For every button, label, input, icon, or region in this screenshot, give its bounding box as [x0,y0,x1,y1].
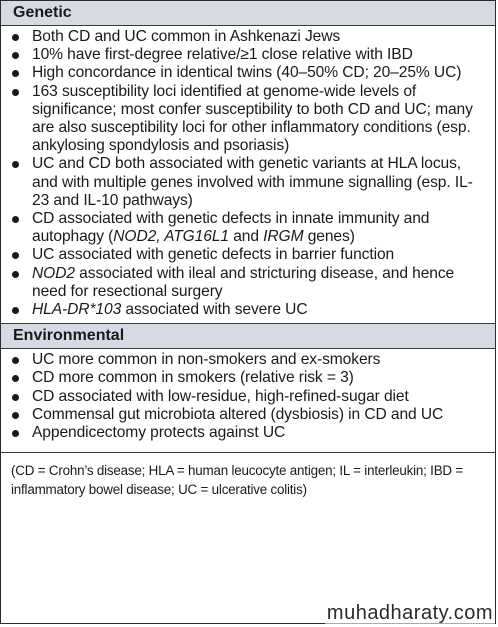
item-text: UC and CD both associated with genetic variants at HLA locus, and with multiple genes involved with immune signalling (esp. IL-23 and IL-10 pathways) [32,155,473,209]
bullet-item [9,424,487,442]
item-text: High concordance in identical twins (40–50% CD; 20–25% UC) [32,64,462,82]
item-text: Both CD and UC common in Ashkenazi Jews [32,28,341,45]
environmental-list [1,349,495,446]
bullet-item [9,406,487,424]
item-text: and [228,228,264,246]
bullet-item [9,210,487,246]
item-text: associated with ileal and stricturing disease, and hence need for resectional surgery [32,264,455,300]
bullet-item [9,369,487,387]
item-text: CD associated with low-residue, high-refined-sugar diet [32,387,409,405]
environmental-section-header: Environmental [1,323,495,349]
item-text: genes) [303,228,355,246]
bullet-item [9,83,487,156]
item-text: 10% have first-degree relative/≥1 close relative with IBD [32,46,413,64]
item-text: Commensal gut microbiota altered (dysbiosis) in CD and UC [32,405,444,423]
item-text: Appendicectomy protects against UC [32,424,286,442]
item-text: 163 susceptibility loci identified at genome-wide levels of significance; most confer susceptibility to both CD and UC; many are also susceptibility loci for other inflammatory conditions (esp. ankylosing spondylosis and psoriasis) [32,82,473,155]
abbreviations-footnote: (CD = Crohn’s disease; HLA = human leucocyte antigen; IL = interleukin; IBD = inflammatory bowel disease; UC = ulcerative colitis) [1,452,495,499]
site-watermark: muhadharaty.com [326,602,493,624]
item-text: associated with severe UC [121,301,308,319]
bullet-item [9,246,487,264]
bullet-item [9,28,487,46]
gene-name: NOD2, ATG16L1 [113,228,229,246]
genetic-section-header: Genetic [1,1,495,26]
bullet-item [9,265,487,301]
item-text: UC more common in non-smokers and ex-smokers [32,351,381,369]
bullet-item [9,301,487,319]
gene-name: HLA-DR*103 [32,301,122,319]
gene-name: NOD2 [32,264,75,282]
bullet-item [9,46,487,64]
bullet-item [9,351,487,369]
item-text: UC associated with genetic defects in barrier function [32,246,395,264]
item-text: CD more common in smokers (relative risk = 3) [32,369,354,387]
bullet-item [9,155,487,210]
gene-name: IRGM [263,228,304,246]
bullet-item [9,388,487,406]
bullet-item [9,64,487,82]
item-text: CD associated with genetic defects in innate immunity and autophagy ( [32,210,430,246]
genetic-list [1,26,495,323]
